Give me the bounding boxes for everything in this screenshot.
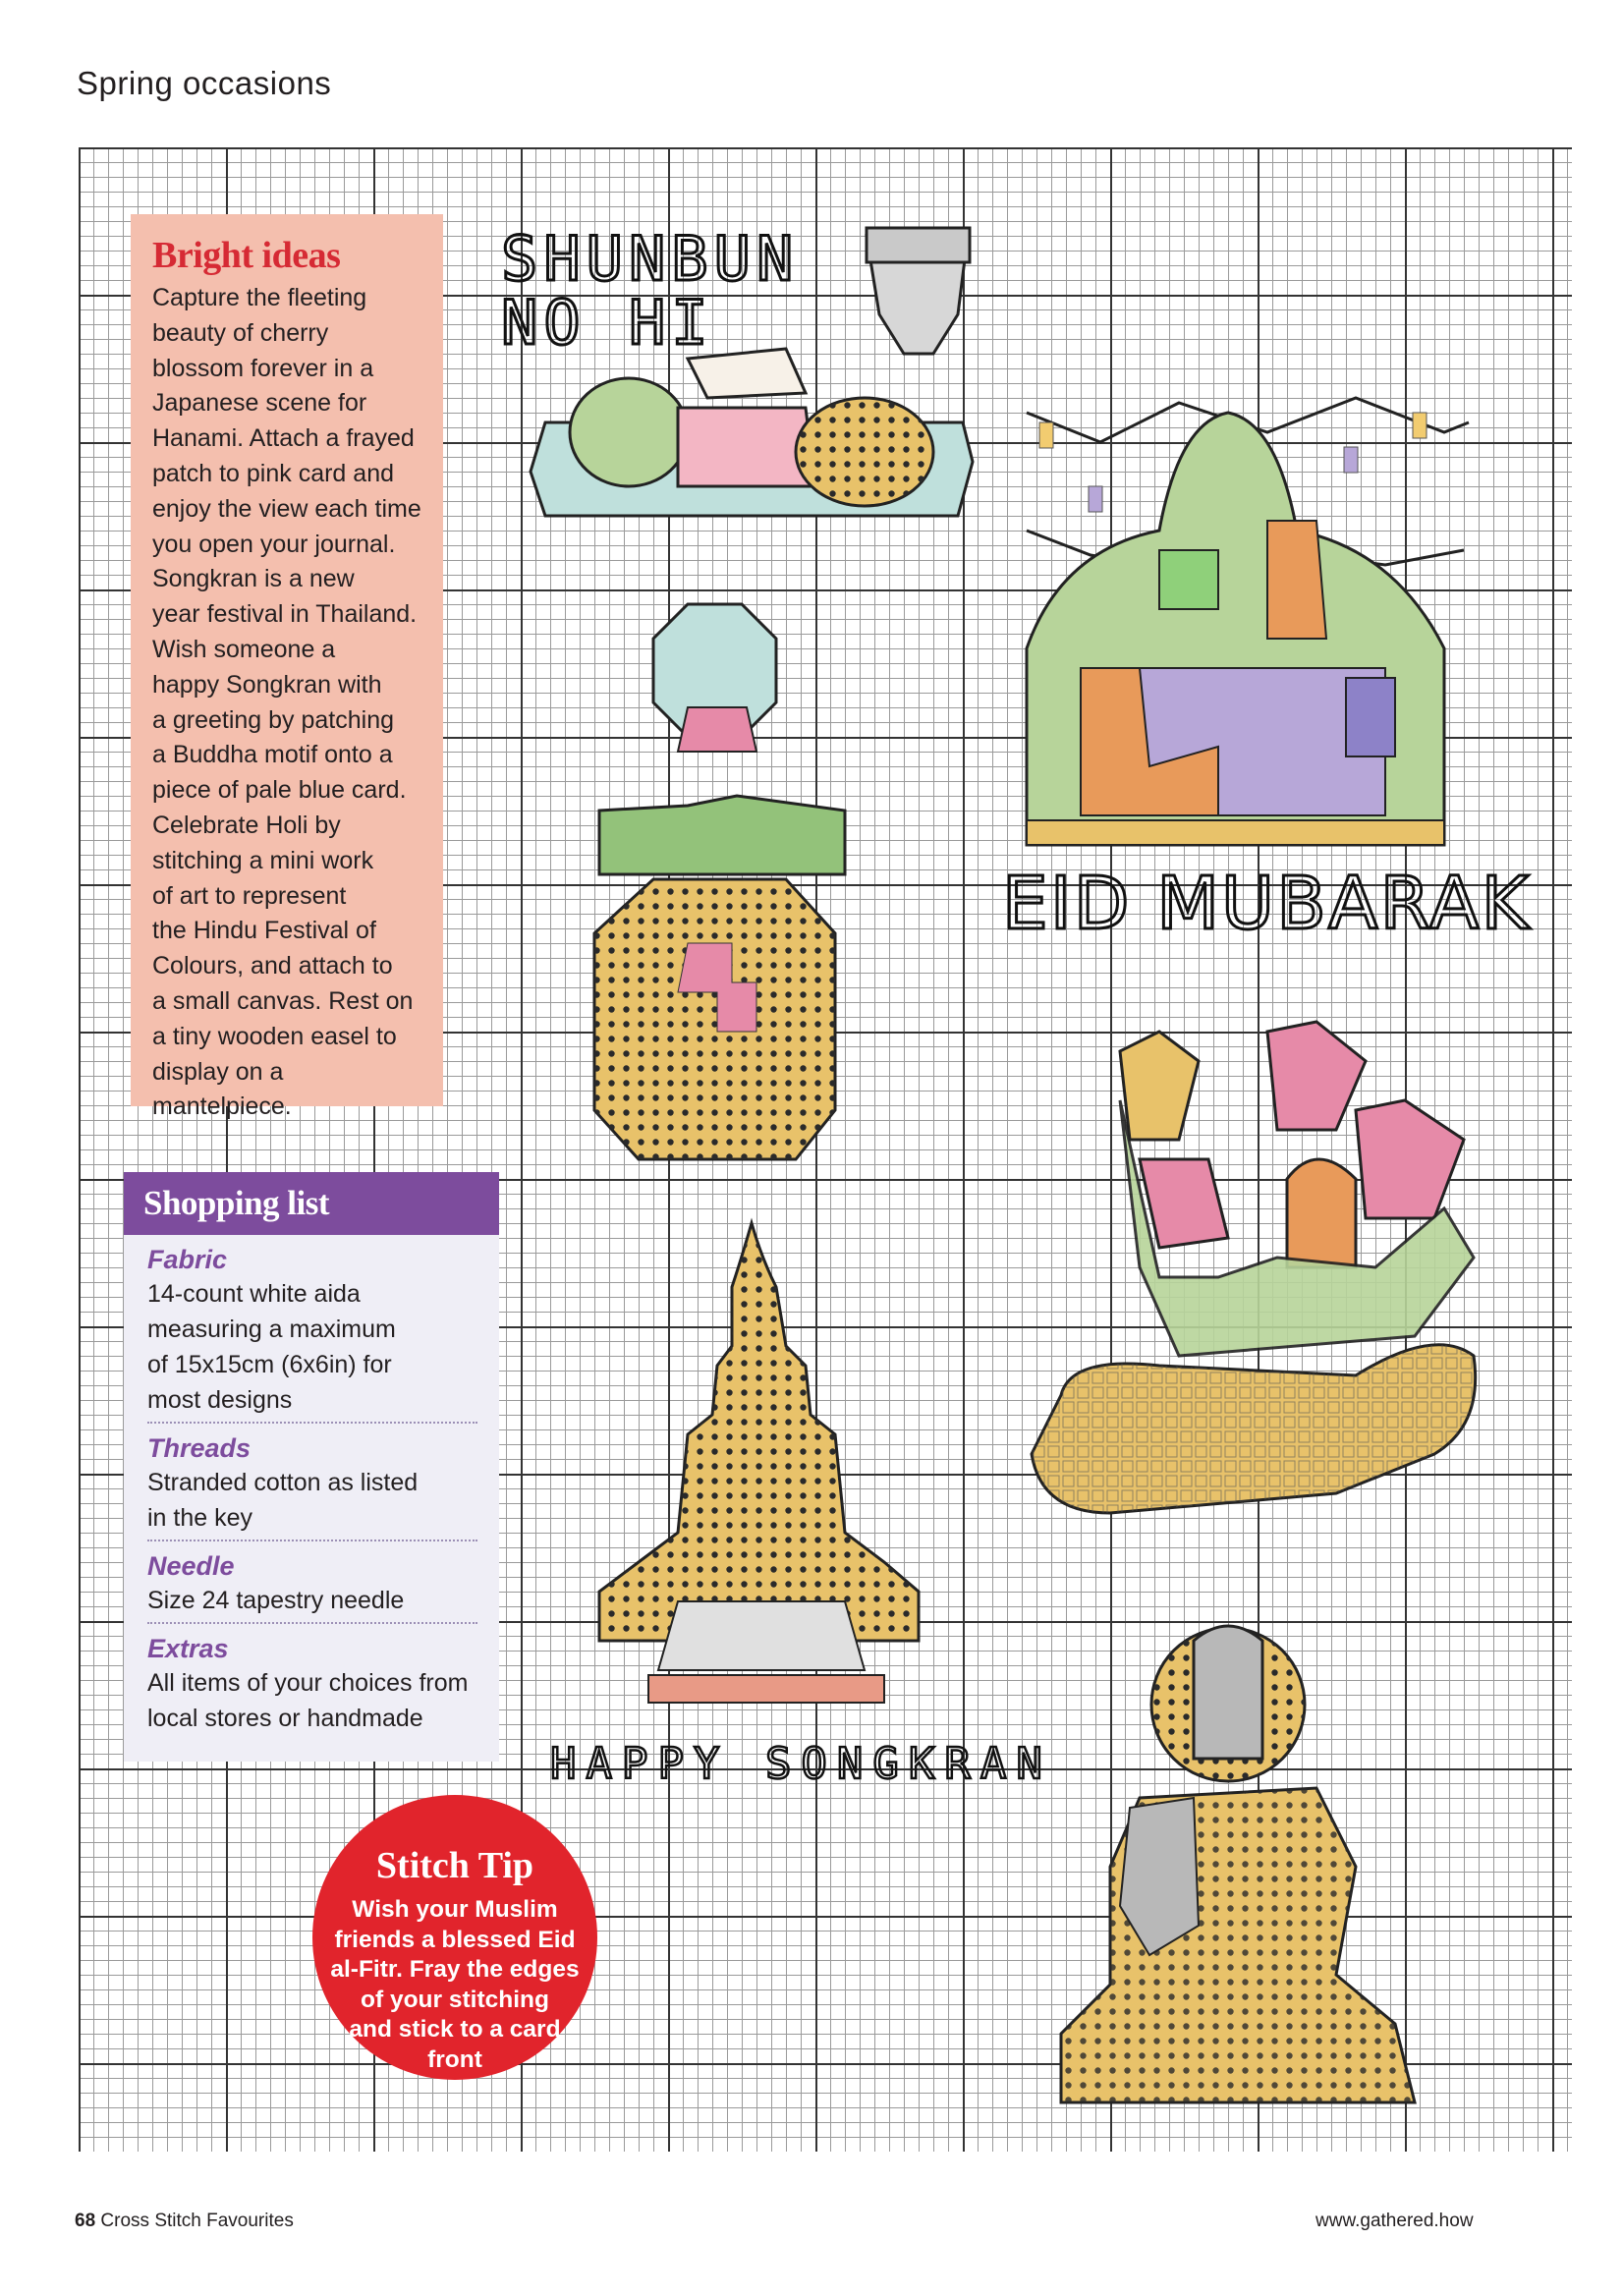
bright-ideas-text: Capture the fleeting beauty of cherry blossom forever in a Japanese scene for Hanami. Attach a frayed patch to pink card and enjoy the view each time you open your journal. Songkran is a new year festival in Thailand. Wish someone a happy Songkran with a greeting by patching a Buddha motif onto a piece of pale blue card. Celebrate Holi by stitching a mini work of art to represent the Hindu Festival of Colours, and attach to a small canvas. Rest on a tiny wooden easel to display on a mantelpiece.: [152, 284, 421, 1121]
meditating-buddha-motif: [1061, 1626, 1415, 2102]
website-link[interactable]: www.gathered.how: [1315, 2211, 1474, 2231]
stitch-tip-title: Stitch Tip: [375, 1845, 534, 1886]
eid-title: EID MUBARAK: [1002, 862, 1532, 946]
shopping-item-text: Stranded cotton as listed in the key: [147, 1469, 419, 1532]
bright-ideas-box: [131, 214, 443, 1121]
stitch-tip-text: Wish your Muslim friends a blessed Eid al-Fitr. Fray the edges of your stitching and stick to a card front: [330, 1896, 580, 2073]
songkran-title: HAPPY SONGKRAN: [550, 1739, 1052, 1789]
shopping-item-heading: Extras: [147, 1634, 229, 1663]
stitch-tip-badge: [312, 1795, 597, 2080]
shopping-item-text: All items of your choices from local stores or handmade: [147, 1669, 469, 1732]
shopping-item-heading: Fabric: [147, 1245, 228, 1274]
shunbun-subtitle: NO HI: [501, 287, 714, 359]
shunbun-title: SHUNBUN: [501, 223, 800, 295]
shopping-list-title: Shopping list: [124, 1172, 499, 1235]
shopping-item-heading: Threads: [147, 1433, 252, 1463]
magazine-name: Cross Stitch Favourites: [100, 2211, 294, 2231]
shopping-item-threads: [147, 1431, 477, 1541]
shopping-item-needle: [147, 1549, 477, 1624]
shopping-item-text: 14-count white aida measuring a maximum of 15x15cm (6x6in) for most designs: [147, 1280, 396, 1414]
shopping-list-box: [124, 1172, 499, 1762]
eid-motif: [1002, 398, 1532, 946]
section-title: Spring occasions: [77, 65, 332, 101]
shunbun-motif: [501, 223, 973, 516]
page-number: 68: [75, 2211, 96, 2231]
songkran-buddha-motif: [550, 1223, 1052, 1789]
holi-motif: [594, 604, 845, 1159]
shopping-item-text: Size 24 tapestry needle: [147, 1587, 405, 1614]
shopping-item-heading: Needle: [147, 1551, 235, 1581]
shopping-item-fabric: [147, 1243, 477, 1424]
tulip-motif: [1032, 1022, 1476, 1513]
shopping-item-extras: [147, 1632, 477, 1740]
footer-left: [75, 2211, 294, 2232]
bright-ideas-title: Bright ideas: [152, 235, 341, 276]
